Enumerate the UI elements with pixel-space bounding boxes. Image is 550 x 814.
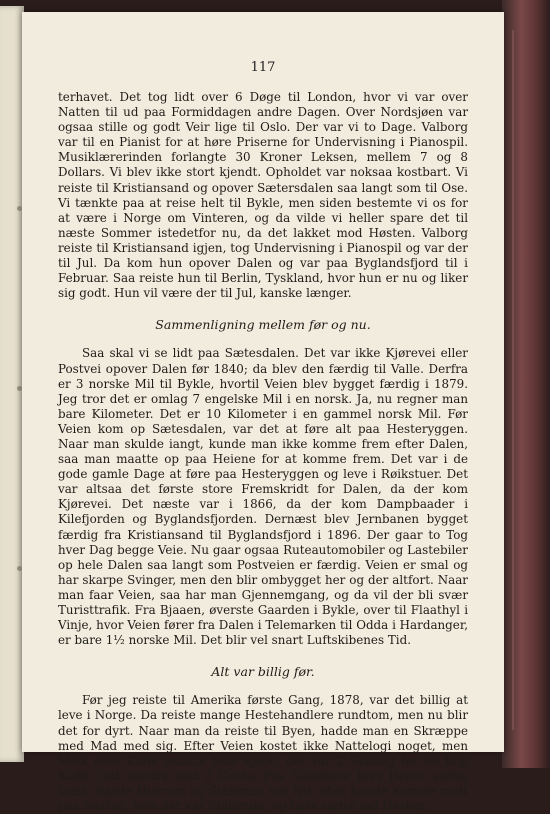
paragraph-3: Før jeg reiste til Amerika første Gang, 1878, var det billig at leve i Norge. Da reiste mange Hestehandlere rundtom, men nu blir det for dyrt. Naar man da reiste til Byen, hadde man en Skræppe med Mad med sig. Efter Veien kostet ikke Nattelogi noget, men Melk eller Kaffe maatte man kjøbe, det var 2 Skilling for en Kop Kaffe, lidt mindre end 2 Cents. Paa Gaardene blev Døren aldrig laast. Baade Husrum og Staldrum var frit. Man kunde komme midt paa Natten, hvis der var Staldrum, og bare sætte ind Hesten, <box>58 693 468 814</box>
section-heading-2: Alt var billig før. <box>211 664 315 680</box>
paragraph-2: Saa skal vi se lidt paa Sætesdalen. Det var ikke Kjørevei eller Postvei opover Dalen før 1840; da blev den færdig til Valle. Derfra er 3 norske Mil til Bykle, hvortil Veien blev bygget færdig i 1879. Jeg tror det er omlag 7 engelske Mil i en norsk. Ja, nu regner man bare Kilometer. Det er 10 Kilometer i en gammel norsk Mil. Før Veien kom op Sætesdalen, var det at føre alt paa Hesteryggen. Naar man skulde iangt, kunde man ikke komme frem efter Dalen, saa man maatte op paa Heiene for at komme frem. Det var i de gode gamle Dage at føre paa Hesteryggen og leve i Røikstuer. Det var altsaa det første store Fremskridt for Dalen, da der kom Kjørevei. Det næste var i 1866, da der kom Dampbaader i Kilefjorden og Byglandsfjorden. Dernæst blev Jernbanen bygget færdig fra Kristiansand til Byglandsfjord i 1896. Der gaar to Tog hver Dag begge Veie. Nu gaar ogsaa Ruteautomobiler og Lastebiler op hele Dalen saa langt som Postveien er færdig. Veien er smal og har skarpe Svinger, men den blir ombygget her og der altfort. Naar man faar Veien, saa har man Gjennemgang, og da vil der bli svær Turisttrafik. Fra Bjaaen, øverste Gaarden i Bykle, over til Flaathyl i Vinje, hvor Veien fører fra Dalen i Telemarken til Odda i Hardanger, er bare 1½ norske Mil. Det blir vel snart Luftskibenes Tid. <box>58 346 468 648</box>
book-page <box>22 12 504 814</box>
paragraph-1: terhavet. Det tog lidt over 6 Døge til London, hvor vi var over Natten til ud paa Formiddagen andre Dagen. Over Nordsjøen var ogsaa stille og godt Veir lige til Oslo. Der var vi to Dage. Valborg var til en Pianist for at høre Priserne for Undervisning i Pianospil. Musiklærerinden forlangte 30 Kroner Leksen, mellem 7 og 8 Dollars. Vi blev ikke stort kjendt. Opholdet var noksaa kostbart. Vi reiste til Kristiansand og opover Sætersdalen saa langt som til Ose. Vi tænkte paa at reise helt til Bykle, men siden bestemte vi os for at være i Norge om Vinteren, og da vilde vi heller spare det til næste Sommer istedetfor nu, da det lakket mod Høsten. Valborg reiste til Kristiansand igjen, tog Undervisning i Pianospil og var der til Jul. Da kom hun opover Dalen og var paa Byglandsfjord til i Februar. Saa reiste hun til Berlin, Tyskland, hvor hun er nu og liker sig godt. Hun vil være der til Jul, kanske længer. <box>58 90 468 301</box>
page-text <box>58 90 468 814</box>
book-binding <box>502 0 550 768</box>
previous-page-edge <box>0 6 24 762</box>
section-heading-1: Sammenligning mellem før og nu. <box>155 317 371 333</box>
page-number: 117 <box>250 60 276 75</box>
